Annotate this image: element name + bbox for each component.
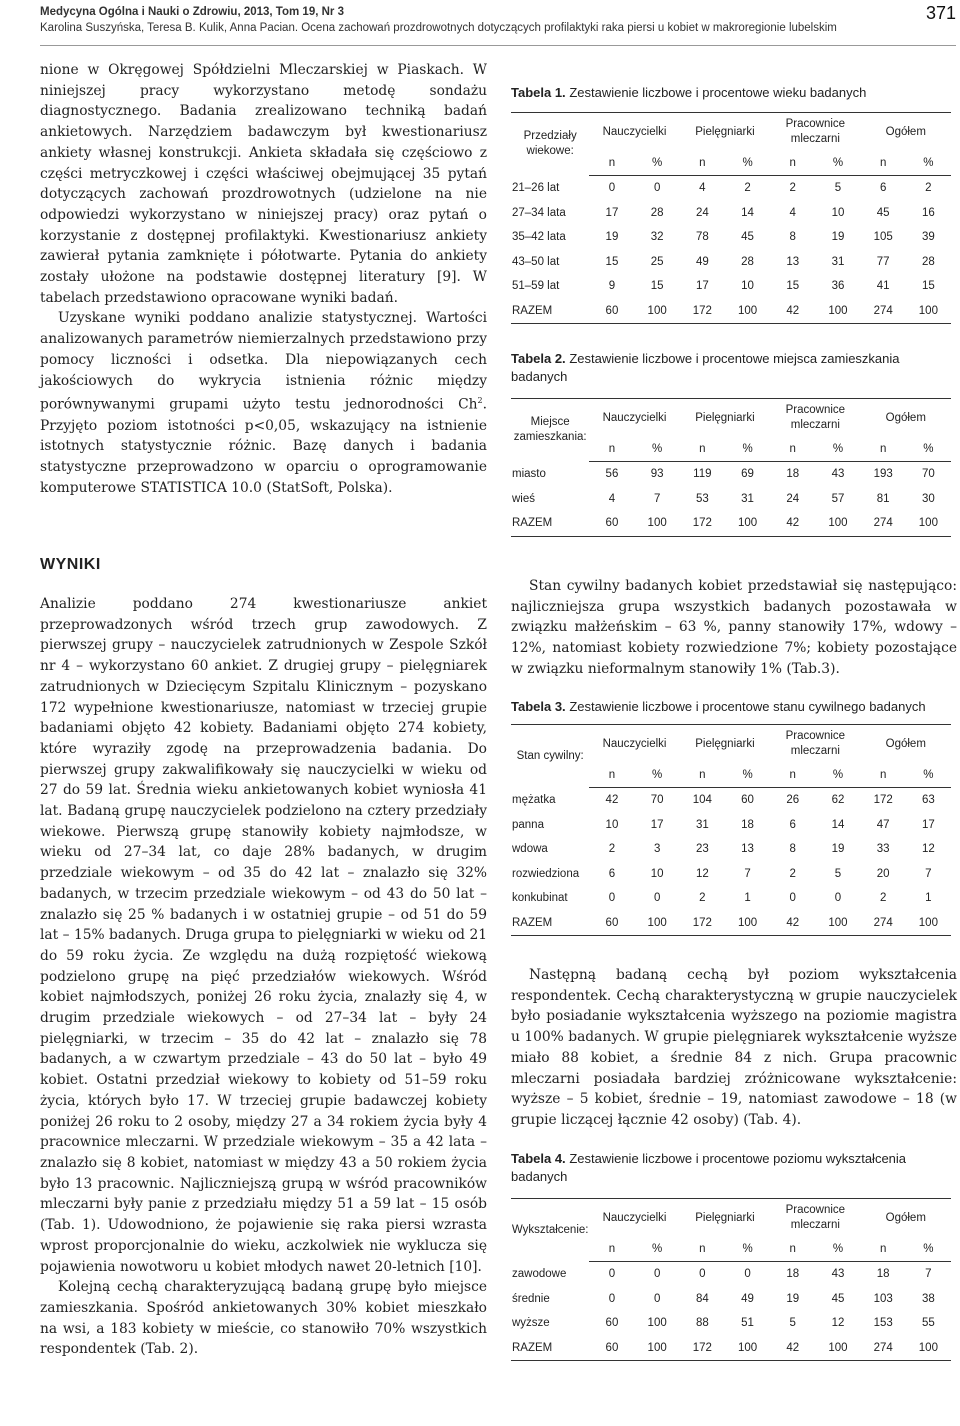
subheader-pct: % [725, 437, 770, 462]
table-row [511, 250, 951, 275]
subheader-pct: % [725, 763, 770, 788]
subheader-n: n [861, 763, 906, 788]
table-cell: 19 [786, 1292, 800, 1305]
column-header-group3: Pracownice mleczarni [770, 399, 860, 438]
row-label: konkubinat [512, 892, 568, 905]
table-cell: 23 [695, 843, 709, 856]
marital-status-text [511, 576, 957, 680]
table-cell: 0 [834, 892, 842, 905]
subheader-pct: % [906, 437, 951, 462]
row-label: RAZEM [511, 1336, 589, 1361]
table-cell: 193 [873, 468, 893, 481]
row-header: Stan cywilny: [511, 725, 589, 788]
table-cell: 60 [589, 1336, 634, 1361]
table-cell: 105 [873, 231, 893, 244]
table-cell: 31 [695, 818, 709, 831]
table-cell: 19 [605, 231, 619, 244]
column-header-group4: Ogółem [861, 113, 951, 152]
table-cell: 5 [834, 182, 842, 195]
column-header-group1: Nauczycielki [589, 399, 679, 438]
journal-name: Medycyna Ogólna i Nauki o Zdrowiu, 2013, Tom 19, Nr 3 [40, 6, 344, 18]
subheader-n: n [770, 151, 815, 176]
table-cell: 0 [699, 1268, 706, 1281]
table-row [511, 274, 951, 299]
table-cell: 100 [647, 1317, 667, 1330]
table-cell: 172 [680, 299, 725, 324]
table-cell: 26 [786, 794, 800, 807]
table-cell: 2 [789, 182, 796, 195]
table-cell: 100 [725, 1336, 770, 1361]
subheader-pct: % [725, 151, 770, 176]
table-cell: 100 [815, 911, 860, 936]
table-row [511, 176, 951, 201]
row-label: wyższe [512, 1317, 550, 1330]
subheader-n: n [861, 151, 906, 176]
table-cell: 0 [608, 1292, 616, 1305]
table-cell: 5 [834, 867, 842, 880]
table-cell: 70 [650, 794, 664, 807]
table-cell: 12 [921, 843, 935, 856]
table-row [511, 1262, 951, 1287]
column-header-group2: Pielęgniarki [680, 399, 770, 438]
table-cell: 69 [741, 468, 754, 481]
table-cell: 2 [699, 892, 706, 905]
table-row [511, 511, 951, 536]
column-header-group4: Ogółem [861, 725, 951, 764]
table-cell: 57 [831, 492, 845, 505]
column-header-group1: Nauczycielki [589, 1199, 679, 1238]
table-cell: 100 [815, 1336, 860, 1361]
table-cell: 17 [695, 280, 709, 293]
table-cell: 10 [831, 206, 845, 219]
table-row [511, 462, 951, 487]
column-header-group1: Nauczycielki [589, 113, 679, 152]
table-cell: 19 [831, 231, 845, 244]
row-label: wieś [512, 492, 536, 505]
table-cell: 6 [608, 867, 616, 880]
table-cell: 100 [635, 1336, 680, 1361]
table-cell: 38 [921, 1292, 935, 1305]
table-cell: 78 [695, 231, 709, 244]
table-cell: 104 [692, 794, 712, 807]
table-cell: 51 [741, 1317, 754, 1330]
table-cell: 100 [725, 299, 770, 324]
table-cell: 4 [789, 206, 796, 219]
table-cell: 7 [653, 492, 661, 505]
row-label: 27–34 lata [512, 206, 566, 219]
table-cell: 55 [921, 1317, 935, 1330]
subheader-pct: % [815, 1237, 860, 1262]
table-row [511, 813, 951, 838]
table-cell: 172 [873, 794, 893, 807]
methods-text [40, 60, 487, 498]
table-cell: 18 [876, 1268, 890, 1281]
table-cell: 4 [699, 182, 706, 195]
table-2-caption: Tabela 2. Zestawienie liczbowe i procentowe miejsca zamieszkania badanych [511, 351, 900, 384]
table-cell: 28 [650, 206, 664, 219]
table-cell: 274 [861, 1336, 906, 1361]
table-cell: 153 [873, 1317, 893, 1330]
subheader-n: n [589, 437, 634, 462]
subheader-n: n [680, 763, 725, 788]
table-cell: 8 [789, 231, 796, 244]
table-cell: 0 [653, 892, 661, 905]
table-cell: 60 [741, 794, 754, 807]
subheader-pct: % [815, 437, 860, 462]
subheader-pct: % [815, 763, 860, 788]
table-cell: 100 [815, 511, 860, 536]
table-3-caption: Tabela 3. Zestawienie liczbowe i procentowe stanu cywilnego badanych [511, 699, 926, 714]
header-rule [40, 45, 956, 46]
table-cell: 7 [925, 867, 932, 880]
table-row [511, 225, 951, 250]
table-cell: 60 [589, 911, 634, 936]
table-cell: 4 [608, 492, 616, 505]
table-cell: 9 [608, 280, 616, 293]
subheader-n: n [589, 151, 634, 176]
column-header-group3: Pracownice mleczarni [770, 725, 860, 764]
subheader-pct: % [906, 151, 951, 176]
column-header-group1: Nauczycielki [589, 725, 679, 764]
table-cell: 81 [876, 492, 890, 505]
subheader-n: n [589, 1237, 634, 1262]
table-cell: 49 [695, 255, 709, 268]
column-header-group2: Pielęgniarki [680, 725, 770, 764]
table-cell: 84 [695, 1292, 709, 1305]
article-citation: Karolina Suszyńska, Teresa B. Kulik, Anna Pacian. Ocena zachowań prozdrowotnych dotyczących profilaktyki raka piersi u kobiet w makroregionie lubelskim [40, 22, 837, 34]
column-header-group3: Pracownice mleczarni [770, 1199, 860, 1238]
table-cell: 13 [741, 843, 754, 856]
table-cell: 93 [650, 468, 664, 481]
row-label: RAZEM [511, 911, 589, 936]
table-row [511, 837, 951, 862]
table-cell: 15 [786, 280, 800, 293]
table-cell: 15 [921, 280, 935, 293]
table-cell: 100 [635, 911, 680, 936]
row-label: zawodowe [512, 1268, 567, 1280]
table-cell: 6 [879, 182, 887, 195]
table-cell: 0 [608, 892, 616, 905]
table-cell: 1 [925, 892, 932, 905]
subheader-n: n [680, 437, 725, 462]
table-cell: 20 [876, 867, 890, 880]
table-cell: 47 [876, 818, 890, 831]
table-cell: 100 [906, 299, 951, 324]
section-title-results: WYNIKI [40, 556, 101, 573]
table-cell: 7 [925, 1268, 932, 1281]
table-cell: 103 [873, 1292, 893, 1305]
table-cell: 100 [635, 299, 680, 324]
table-cell: 12 [831, 1317, 845, 1330]
column-header-group2: Pielęgniarki [680, 1199, 770, 1238]
subheader-pct: % [635, 437, 680, 462]
table-cell: 45 [831, 1292, 845, 1305]
table-cell: 70 [921, 468, 935, 481]
paragraph: Uzyskane wyniki poddano analizie statystycznej. Wartości analizowanych parametrów niemierzalnych przedstawiono przy pomocy liczności i odsetka. Dla niepowiązanych cech jakościowych do wykrycia istnienia różnic między porównywanymi grupami użyto testu jednorodności Ch$^2$. Przyjęto poziom istotności p<0,05, wskazujący na istnienie istotnych statystycznie różnic. Bazę danych i badania statystyczne przeprowadzono w oparciu o oprogramowanie komputerowe STATISTICA 10.0 (StatSoft, Polska). [40, 310, 487, 496]
row-header: Miejsce zamieszkania: [511, 399, 589, 462]
subheader-pct: % [635, 763, 680, 788]
table-cell: 17 [605, 206, 619, 219]
table-row [511, 788, 951, 813]
table-row [511, 911, 951, 936]
table-cell: 49 [741, 1292, 754, 1305]
table-cell: 0 [744, 1268, 751, 1281]
table-cell: 172 [680, 911, 725, 936]
table-row [511, 862, 951, 887]
table-cell: 53 [695, 492, 709, 505]
paragraph: Stan cywilny badanych kobiet przedstawiał się następująco: najliczniejsza grupa wszystkich badanych pozostawała w związku małżeńskim – 63 %, panny stanowiły 17%, wdowy – 12%, natomiast kobiety rozwiedzione 7%; kobiety pozostające w związku nieformalnym stanowiły 1% (Tab.3). [511, 578, 957, 677]
table-cell: 60 [589, 299, 634, 324]
table-cell: 119 [693, 468, 712, 481]
table-cell: 0 [608, 1268, 616, 1281]
subheader-n: n [770, 763, 815, 788]
table-cell: 24 [695, 206, 709, 219]
table-cell: 2 [744, 182, 751, 195]
table-cell: 274 [861, 299, 906, 324]
subheader-n: n [770, 1237, 815, 1262]
table-cell: 19 [831, 843, 845, 856]
column-header-group4: Ogółem [861, 399, 951, 438]
table-cell: 13 [786, 255, 800, 268]
table-cell: 56 [605, 468, 619, 481]
education-text [511, 965, 957, 1131]
table-cell: 3 [653, 843, 661, 856]
row-label: 51–59 lat [512, 280, 560, 293]
subheader-n: n [680, 151, 725, 176]
table-cell: 17 [921, 818, 935, 831]
row-label: miasto [512, 468, 546, 480]
table-cell: 24 [786, 492, 800, 505]
table-cell: 172 [680, 511, 725, 536]
table-cell: 10 [650, 867, 664, 880]
table-cell: 43 [831, 1268, 845, 1281]
row-label: wdowa [512, 843, 548, 856]
subheader-pct: % [906, 1237, 951, 1262]
table-cell: 18 [786, 1268, 800, 1281]
subheader-pct: % [635, 1237, 680, 1262]
table-cell: 17 [650, 818, 664, 831]
table-cell: 39 [921, 231, 935, 244]
subheader-n: n [680, 1237, 725, 1262]
row-label: 21–26 lat [512, 182, 560, 194]
table-cell: 30 [921, 492, 935, 505]
table-cell: 14 [741, 206, 754, 219]
subheader-n: n [589, 763, 634, 788]
row-label: RAZEM [511, 299, 589, 324]
subheader-pct: % [815, 151, 860, 176]
table-cell: 31 [831, 255, 845, 268]
table-cell: 32 [650, 231, 664, 244]
table-cell: 45 [876, 206, 890, 219]
subheader-n: n [861, 1237, 906, 1262]
table-cell: 77 [876, 255, 890, 268]
table-cell: 10 [741, 280, 754, 293]
table-cell: 16 [921, 206, 935, 219]
table-cell: 2 [789, 867, 796, 880]
table-cell: 7 [744, 867, 751, 880]
page-number: 371 [925, 3, 956, 23]
table-cell: 8 [789, 843, 796, 856]
table-cell: 42 [605, 794, 619, 807]
table-cell: 43 [831, 468, 845, 481]
table-cell: 0 [653, 182, 661, 195]
column-header-group4: Ogółem [861, 1199, 951, 1238]
table-cell: 10 [605, 818, 619, 831]
table-cell: 100 [725, 911, 770, 936]
subheader-pct: % [906, 763, 951, 788]
table-cell: 0 [789, 892, 796, 905]
table-cell: 88 [695, 1317, 709, 1330]
table-cell: 18 [741, 818, 754, 831]
table-cell: 18 [786, 468, 800, 481]
table-cell: 62 [831, 794, 845, 807]
row-label: rozwiedziona [512, 867, 580, 880]
table-cell: 15 [650, 280, 664, 293]
table-cell: 2 [879, 892, 887, 905]
row-label: średnie [512, 1292, 550, 1305]
row-label: mężatka [512, 794, 556, 806]
table-cell: 2 [608, 843, 616, 856]
table-cell: 100 [906, 911, 951, 936]
paragraph: nione w Okręgowej Spółdzielni Mleczarskiej w Piaskach. W niniejszej pracy wykorzystano metodę sondażu diagnostycznego. Badania zrealizowano techniką badań ankietowych. Narzędziem badawczym był kwestionariusz ankiety własnej konstrukcji. Ankieta składała się częściowo z części metryczkowej i części właściwej obejmującej 35 pytań dotyczących zachowań prozdrowotnych (udzielone na nie odpowiedzi wykorzystano w niniejszej pracy) oraz pytań o korzystanie z dostępnej profilaktyki. Kwestionariusz ankiety zawierał pytania zamknięte i półotwarte. Pytania do ankiety zostały ułożone na podstawie dostępnej literatury [9]. W tabelach przedstawiono opracowane wyniki badań. [40, 62, 487, 306]
table-cell: 0 [653, 1268, 661, 1281]
paragraph: Analizie poddano 274 kwestionariusze ankiet przeprowadzonych wśród trzech grup zawodowych. Z pierwszej grupy – nauczycielek zatrudnionych w Zespole Szkół nr 4 – wykorzystano 60 ankiet. Z drugiej grupy – pielęgniarek zatrudnionych w Dziecięcym Szpitalu Klinicznym – pozyskano 172 wypełnione kwestionariusze, natomiast w trzeciej grupie badaniami objęto 42 kobiety. Badaniami objęto 274 kobiety, które wyraziły zgodę na przeprowadzenia badania. Do pierwszej grupy zakwalifikowały się nauczycielki w wieku od 27 do 59 lat. Średnia wieku ankietowanych kobiet wyniosła 41 lat. Badaną grupę nauczycielek podzielono na cztery przedziały wiekowe. Pierwszą grupę stanowiły kobiety najmłodsze, w wieku od 27–34 lat, co daje 28% badanych, w drugim przedziale wiekowym – od 35 do 42 lat – znalazło się 32% badanych, w trzecim przedziale wiekowym – od 43 do 50 lat – znalazło się 25 % badanych i w ostatniej grupie – od 51 do 59 lat – 15% badanych. Druga grupa to pielęgniarki w wieku od 21 do 59 roku życia. Ze względu na dużą rozpiętość wiekową podzielono grupę na pięć przedziałów wiekowych. Wśród kobiet najmłodszych, poniżej 26 roku życia, znalazły się 4, w drugim przedziale wiekowych – od 27–34 lat – były 24 pielęgniarki, w trzecim – 35 do 42 lat – znalazło się 78 badanych, a w czwartym przedziale – 43 do 50 lat – było 49 kobiet. Ostatni przedział wiekowy to kobiety od 51–59 roku życia, których było 17. W trzeciej grupie badawczej kobiety poniżej 26 roku to 2 osoby, między 27 a 34 rokiem życia były 4 pracownice mleczarni. W przedziale wiekowym – 35 a 42 lata – znalazło się 8 kobiet, natomiast w między 43 a 50 rokiem życia było 13 pracownic. Najliczniejszą grupą w wśród pracowników mleczarni były panie z przedziału między 51 a 59 lat – 15 osób (Tab. 1). Udowodniono, że pojawienie się raka piersi wzrasta wprost proporcjonalnie do wieku, aczkolwiek nie wyklucza się pojawienia nowotworu u kobiet młodych nawet 20-letnich [10]. [40, 596, 487, 1275]
table-1-caption: Tabela 1. Zestawienie liczbowe i procentowe wieku badanych [511, 85, 867, 100]
table-cell: 42 [770, 299, 815, 324]
table-cell: 6 [789, 818, 796, 831]
table-cell: 60 [605, 1317, 619, 1330]
table-cell: 42 [770, 511, 815, 536]
table-4 [511, 1198, 951, 1361]
paragraph: Następną badaną cechą był poziom wykształcenia respondentek. Cechą charakterystyczną w grupie nauczycielek było posiadanie wykształcenia wyższego na poziomie magistra u 100% badanych. W grupie pielęgniarek wykształcenie wyższe miało 88 kobiet, a średnie 84 z nich. Grupa pracownic mleczarni posiadała bardziej zróżnicowane wykształcenie: wyższe – 5 kobiet, średnie – 19, natomiast zawodowe – 18 (w grupie liczącej łącznie 42 osoby) (Tab. 4). [511, 967, 957, 1128]
table-row [511, 201, 951, 226]
column-header-group2: Pielęgniarki [680, 113, 770, 152]
table-cell: 0 [653, 1292, 661, 1305]
table-cell: 28 [741, 255, 754, 268]
table-row [511, 1311, 951, 1336]
table-cell: 25 [650, 255, 664, 268]
table-1 [511, 112, 951, 324]
table-cell: 14 [831, 818, 845, 831]
table-cell: 12 [695, 867, 709, 880]
table-cell: 15 [605, 255, 619, 268]
table-cell: 45 [741, 231, 754, 244]
row-label: RAZEM [511, 511, 589, 536]
row-label: 43–50 lat [512, 255, 560, 268]
table-cell: 41 [876, 280, 890, 293]
table-cell: 100 [725, 511, 770, 536]
table-cell: 42 [770, 911, 815, 936]
table-cell: 36 [831, 280, 845, 293]
subheader-pct: % [725, 1237, 770, 1262]
table-cell: 100 [635, 511, 680, 536]
table-row [511, 299, 951, 324]
table-3 [511, 724, 951, 936]
table-cell: 28 [921, 255, 935, 268]
table-cell: 42 [770, 1336, 815, 1361]
subheader-n: n [861, 437, 906, 462]
subheader-n: n [770, 437, 815, 462]
table-4-caption: Tabela 4. Zestawienie liczbowe i procentowe poziomu wykształcenia badanych [511, 1151, 907, 1184]
table-row [511, 1336, 951, 1361]
row-header: Przedziały wiekowe: [511, 113, 589, 176]
table-cell: 2 [925, 182, 932, 195]
table-2 [511, 398, 951, 537]
table-cell: 1 [744, 892, 751, 905]
table-cell: 274 [861, 911, 906, 936]
column-header-group3: Pracownice mleczarni [770, 113, 860, 152]
table-cell: 274 [861, 511, 906, 536]
table-cell: 0 [608, 182, 616, 195]
results-text [40, 594, 487, 1360]
row-header: Wykształcenie: [511, 1199, 589, 1262]
table-cell: 100 [906, 1336, 951, 1361]
table-cell: 100 [906, 511, 951, 536]
table-cell: 33 [876, 843, 890, 856]
table-row [511, 886, 951, 911]
table-cell: 63 [921, 794, 935, 807]
row-label: 35–42 lata [512, 231, 566, 244]
page-header [40, 4, 956, 36]
table-row [511, 487, 951, 512]
table-cell: 172 [680, 1336, 725, 1361]
table-cell: 31 [741, 492, 754, 505]
subheader-pct: % [635, 151, 680, 176]
table-cell: 60 [589, 511, 634, 536]
table-cell: 100 [815, 299, 860, 324]
paragraph: Kolejną cechą charakteryzującą badaną grupę było miejsce zamieszkania. Spośród ankietowanych 30% kobiet mieszkało na wsi, a 183 kobiety w mieście, co stanowiło 70% wszystkich respondentek (Tab. 2). [40, 1279, 487, 1358]
table-row [511, 1287, 951, 1312]
row-label: panna [512, 818, 544, 831]
table-cell: 5 [789, 1317, 796, 1330]
